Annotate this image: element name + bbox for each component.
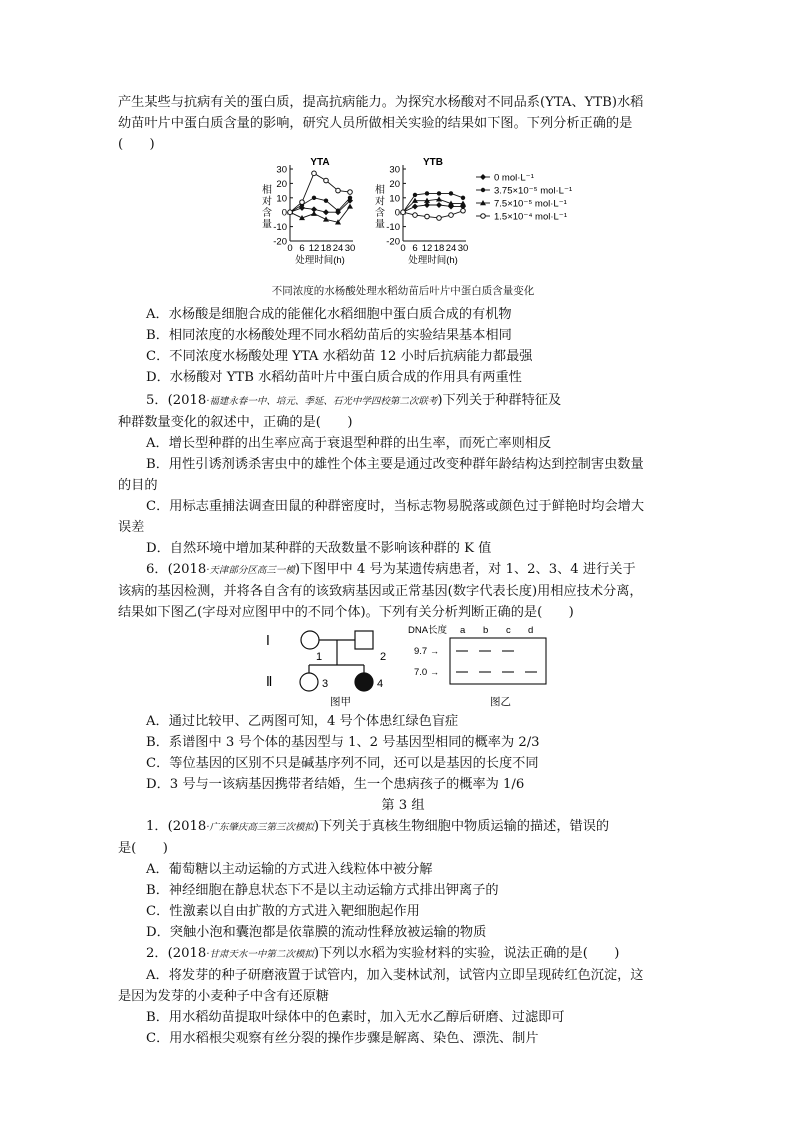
q5-option-c-cont: 误差 [118,520,145,535]
chart1-series-1-point-2 [425,191,429,195]
individual-3-label: 3 [322,678,329,690]
g3q1-option-d: D．突触小泡和囊泡都是依靠膜的流动性释放被运输的物质 [146,925,487,940]
individual-3-symbol [300,673,318,691]
legend-item-1-label: 3.75×10⁻⁵ mol·L⁻¹ [494,185,573,197]
chart1-x-tick-label: 30 [457,243,469,254]
individual-2-symbol [355,631,373,649]
legend-item-0-marker [480,174,486,180]
q6-stem-text: )下图甲中 4 号为某遗传病患者，对 1、2、3、4 进行关于 [294,562,636,577]
chart1-series-1-point-4 [449,191,453,195]
q4-option-d: D．水杨酸对 YTB 水稻幼苗叶片中蛋白质合成的作用具有两重性 [146,370,522,385]
group-3-title: 第 3 组 [381,798,425,813]
chart1-y-tick-label: -10 [386,222,400,234]
g3q1-number: 1．(2018 [146,819,207,834]
chart0-series-2-point-5 [347,203,353,208]
chart0-title: YTA [310,157,330,168]
g3q2-stem-text: )下列以水稻为实验材料的实验，说法正确的是( ) [313,946,620,961]
chart0-series-3-point-0 [288,210,293,215]
q6-number: 6．(2018 [146,562,207,577]
chart0-series-3-point-5 [348,190,353,195]
figure-jia-caption: 图甲 [330,696,351,708]
chart1-series-0-point-1 [412,203,418,209]
chart1-series-0-line [403,205,463,212]
chart0-y-tick-label: -20 [273,236,287,248]
chart1-title: YTB [423,157,443,168]
chart1-y-tick-label: 30 [389,164,400,176]
chart0-x-tick-label: 0 [287,243,293,254]
chart1-x-tick-label: 0 [400,243,406,254]
q6-option-c: C．等位基因的区别不只是碱基序列不同，还可以是基因的长度不同 [146,756,539,771]
individual-1-label: 1 [316,651,323,663]
arrow-low-icon: → [430,667,439,677]
gel-lane-b: b [483,625,489,636]
protein-content-charts [118,155,688,281]
individual-4-affected-symbol [355,673,373,691]
chart0-x-tick-label: 18 [320,243,332,254]
chart1-y-tick-label: 20 [389,178,400,190]
chart1-series-1-line [403,193,463,212]
q6-source: ·天津部分区高三一模 [206,565,295,576]
chart1-series-3-point-1 [413,213,418,218]
q5-option-a: A．增长型种群的出生率应高于衰退型种群的出生率，而死亡率则相反 [146,436,552,451]
chart1-series-2-line [403,199,463,212]
chart0-series-2-point-2 [311,211,317,216]
q4-option-c: C．不同浓度水杨酸处理 YTA 水稻幼苗 12 小时后抗病能力都最强 [146,349,533,364]
chart0-series-2-point-3 [323,216,329,221]
chart0-y-tick-label: 30 [276,164,287,176]
chart0-series-3-point-1 [300,200,305,205]
g3q1-option-b: B．神经细胞在静息状态下不是以主动运输方式排出钾离子的 [146,883,499,898]
g3q1-stem-line2: 是( ) [118,841,168,856]
gel-lane-d: d [528,625,534,636]
chart0-series-1-point-5 [348,196,352,200]
gel-chart [408,624,546,708]
chart0-y-tick-label: -10 [273,222,287,234]
q4-figure-caption: 不同浓度的水杨酸处理水稻幼苗后叶片中蛋白质含量变化 [271,285,535,297]
chart1-y-tick-label: 0 [394,207,400,219]
chart0-y-axis-label: 相对含量 [262,185,272,231]
g3q2-stem [118,943,688,965]
q5-option-c: C．用标志重捕法调查田鼠的种群密度时，当标志物易脱落或颜色过于鲜艳时均会增大 [146,499,645,514]
chart1-series-0-point-3 [436,202,442,208]
q4-intro-line2: 幼苗叶片中蛋白质含量的影响，研究人员所做相关实验的结果如下图。下列分析正确的是 [118,116,633,131]
chart1-series-1-point-5 [461,196,465,200]
chart1-x-tick-label: 18 [433,243,445,254]
chart1-series-3-point-4 [449,213,454,218]
q4-option-a: A．水杨酸是细胞合成的能催化水稻细胞中蛋白质合成的有机物 [146,307,512,322]
gel-lane-a: a [460,625,466,636]
pedigree-and-gel [118,623,688,711]
chart0-y-tick-label: 20 [276,178,287,190]
chart1-x-tick-label: 24 [445,243,457,254]
q6-option-b: B．系谱图中 3 号个体的基因型与 1、2 号基因型相同的概率为 2/3 [146,735,540,750]
pedigree-chart [266,631,386,708]
q6-stem-line3: 结果如下图乙(字母对应图甲中的不同个体)。下列有关分析判断正确的是( ) [118,605,574,620]
chart0-series-1-point-3 [324,198,328,202]
legend-item-3-marker [481,214,486,219]
chart0-series-1-point-2 [312,196,316,200]
g3q2-option-b: B．用水稻幼苗提取叶绿体中的色素时，加入无水乙醇后研磨、过滤即可 [146,1010,565,1025]
q5-option-b: B．用性引诱剂诱杀害虫中的雄性个体主要是通过改变种群年龄结构达到控制害虫数量 [146,457,644,472]
q6-option-d: D．3 号与一该病基因携带者结婚，生一个患病孩子的概率为 1/6 [146,777,525,792]
chart0-y-tick-label: 0 [281,207,287,219]
q5-stem-line2: 种群数量变化的叙述中，正确的是( ) [118,415,353,430]
gel-header: DNA长度 [408,625,448,636]
individual-2-label: 2 [380,651,387,663]
legend-item-3-label: 1.5×10⁻⁴ mol·L⁻¹ [494,211,567,223]
chart0-x-tick-label: 12 [308,243,320,254]
q6-stem-line2: 该病的基因检测，并将各自含有的该致病基因或正常基因(数字代表长度)用相应技术分离， [118,584,643,599]
g3q2-option-c: C．用水稻根尖观察有丝分裂的操作步骤是解离、染色、漂洗、制片 [146,1031,539,1046]
q4-intro-line1: 产生某些与抗病有关的蛋白质，提高抗病能力。为探究水杨酸对不同品系(YTA、YTB)水稻 [118,95,644,110]
q5-stem-text: )下列关于种群特征及 [437,393,562,408]
q5-number: 5．(2018 [146,393,207,408]
chart1-x-tick-label: 12 [421,243,433,254]
q5-source: ·福建永春一中、培元、季延、石光中学四校第二次联考 [206,396,438,407]
chart1-series-3-line [403,211,463,218]
legend-item-2-label: 7.5×10⁻⁵ mol·L⁻¹ [494,198,567,210]
g3q2-option-a: A．将发芽的种子研磨液置于试管内，加入斐林试剂，试管内立即呈现砖红色沉淀，这 [146,968,644,983]
chart0-x-axis-label: 处理时间(h) [295,255,345,266]
g3q1-option-c: C．性激素以自由扩散的方式进入靶细胞起作用 [146,904,420,919]
g3q1-option-a: A．葡萄糖以主动运输的方式进入线粒体中被分解 [146,862,433,877]
chart0-x-tick-label: 24 [332,243,344,254]
figure-yi-caption: 图乙 [490,696,511,708]
q5-option-b-cont: 的目的 [118,478,158,493]
chart1-series-3-point-0 [401,210,406,215]
q5-option-d: D．自然环境中增加某种群的天敌数量不影响该种群的 K 值 [146,541,492,556]
chart0-series-3-point-4 [336,188,341,193]
individual-4-label: 4 [377,678,384,690]
g3q1-stem [118,816,688,838]
chart0-x-tick-label: 30 [344,243,356,254]
chart0-y-tick-label: 10 [276,193,287,205]
chart1-series-0-point-2 [424,202,430,208]
legend-item-1-marker [481,188,485,192]
chart0-series-3-point-2 [312,171,317,176]
gel-size-high: 9.7 [414,646,428,657]
gel-lane-c: c [506,625,511,636]
chart1-series-2-point-3 [436,196,442,201]
g3q2-option-a-cont: 是因为发芽的小麦种子中含有还原糖 [118,989,329,1004]
chart1-series-3-point-5 [461,208,466,213]
chart0-series-0-point-3 [323,209,329,215]
gel-size-low: 7.0 [414,667,428,678]
chart1-y-tick-label: -20 [386,236,400,248]
chart1-y-tick-label: 10 [389,193,400,205]
q4-intro-line3: ( ) [118,137,155,152]
g3q1-stem-text: )下列关于真核生物细胞中物质运输的描述，错误的 [313,819,610,834]
arrow-high-icon: → [430,646,439,656]
chart0-x-tick-label: 6 [299,243,305,254]
chart1-x-axis-label: 处理时间(h) [408,255,458,266]
generation-1-label: Ⅰ [266,633,270,648]
g3q2-number: 2．(2018 [146,946,207,961]
chart0-series-3-point-3 [324,178,329,183]
chart1-y-axis-label: 相对含量 [375,185,385,231]
q4-figure [118,155,688,281]
chart1-series-3-point-2 [425,214,430,219]
q6-stem [118,559,688,581]
individual-1-symbol [301,631,319,649]
q4-options [118,304,688,388]
g3q2-source: ·甘肃天水一中第二次模拟 [206,949,314,960]
chart1-series-1-point-1 [413,193,417,197]
exam-page [118,92,688,1049]
chart1-x-tick-label: 6 [412,243,418,254]
q6-option-a: A．通过比较甲、乙两图可知，4 号个体患红绿色盲症 [146,714,459,729]
generation-2-label: Ⅱ [266,674,273,689]
g3q1-source: ·广东肇庆高三第三次模拟 [206,822,314,833]
gel-frame [450,638,546,684]
q5-stem [118,390,688,412]
q6-figures [118,623,688,711]
q4-option-b: B．相同浓度的水杨酸处理不同水稻幼苗后的实验结果基本相同 [146,328,512,343]
chart1-series-1-point-3 [437,191,441,195]
legend-item-0-label: 0 mol·L⁻¹ [494,172,534,184]
chart0-series-1-point-4 [336,209,340,213]
chart1-series-3-point-3 [437,216,442,221]
